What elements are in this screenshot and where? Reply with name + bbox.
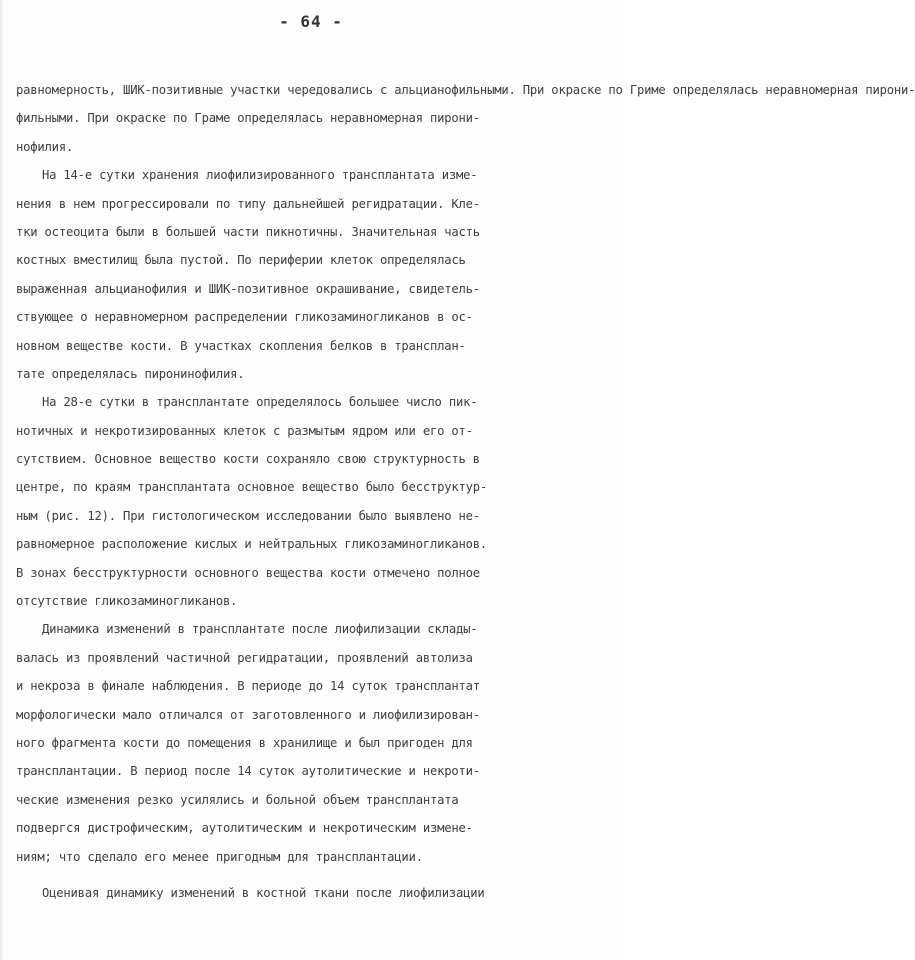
body-text bbox=[16, 76, 915, 907]
text-line: морфологически мало отличался от заготовленного и лиофилизирован- bbox=[16, 707, 480, 722]
text-line: подвергся дистрофическим, аутолитическим и некротическим измене- bbox=[16, 821, 473, 836]
text-line: ного фрагмента кости до помещения в хранилище и был пригоден для bbox=[16, 735, 473, 750]
text-line: ческие изменения резко усилялись и больной объем трансплантата bbox=[16, 792, 459, 807]
text-line: трансплантации. В период после 14 суток аутолитические и некроти- bbox=[16, 764, 480, 779]
text-line: центре, по краям трансплантата основное вещество было бесструктур- bbox=[16, 480, 488, 495]
text-line: нофилия. bbox=[16, 139, 74, 154]
text-line: новном веществе кости. В участках скопления белков в трансплан- bbox=[16, 338, 466, 353]
text-line: ствующее о неравномерном распределении гликозаминогликанов в ос- bbox=[16, 310, 473, 325]
text-line: равномерность, ШИК-позитивные участки чередовались с альцианофильными. При окраске по Гриме определялась неравномерная пирони- bbox=[16, 83, 915, 97]
text-line: ным (рис. 12). При гистологическом исследовании было выявлено не- bbox=[16, 508, 480, 523]
text-line: валась из проявлений частичной регидратации, проявлений автолиза bbox=[16, 650, 473, 665]
text-line: равномерное расположение кислых и нейтральных гликозаминогликанов. bbox=[16, 537, 488, 552]
page-number: - 64 - bbox=[279, 12, 343, 31]
text-line: Оценивая динамику изменений в костной ткани после лиофилизации bbox=[42, 885, 485, 900]
text-line: В зонах бесструктурности основного вещества кости отмечено полное bbox=[16, 565, 480, 580]
scan-edge-shadow bbox=[0, 0, 4, 960]
text-line: нения в нем прогрессировали по типу дальнейшей регидратации. Кле- bbox=[16, 196, 480, 211]
text-line: ниям; что сделало его менее пригодным для трансплантации. bbox=[16, 849, 423, 864]
text-line: фильными. При окраске по Граме определялась неравномерная пирони- bbox=[16, 111, 480, 126]
text-line: отсутствие гликозаминогликанов. bbox=[16, 594, 238, 609]
text-line: сутствием. Основное вещество кости сохраняло свою структурность в bbox=[16, 452, 480, 467]
text-line: На 28-е сутки в трансплантате определялось большее число пик- bbox=[42, 395, 478, 410]
text-line: На 14-е сутки хранения лиофилизированного трансплантата изме- bbox=[42, 168, 478, 183]
text-line: тате определялась пиронинофилия. bbox=[16, 366, 245, 381]
text-line: Динамика изменений в трансплантате после лиофилизации склады- bbox=[42, 622, 478, 637]
text-line: тки остеоцита были в большей части пикнотичны. Значительная часть bbox=[16, 224, 480, 239]
text-line: нотичных и некротизированных клеток с размытым ядром или его от- bbox=[16, 423, 473, 438]
text-line: и некроза в финале наблюдения. В периоде до 14 суток трансплантат bbox=[16, 679, 480, 694]
text-line: выраженная альцианофилия и ШИК-позитивное окрашивание, свидетель- bbox=[16, 281, 480, 296]
text-line: костных вместилищ была пустой. По периферии клеток определялась bbox=[16, 253, 466, 268]
